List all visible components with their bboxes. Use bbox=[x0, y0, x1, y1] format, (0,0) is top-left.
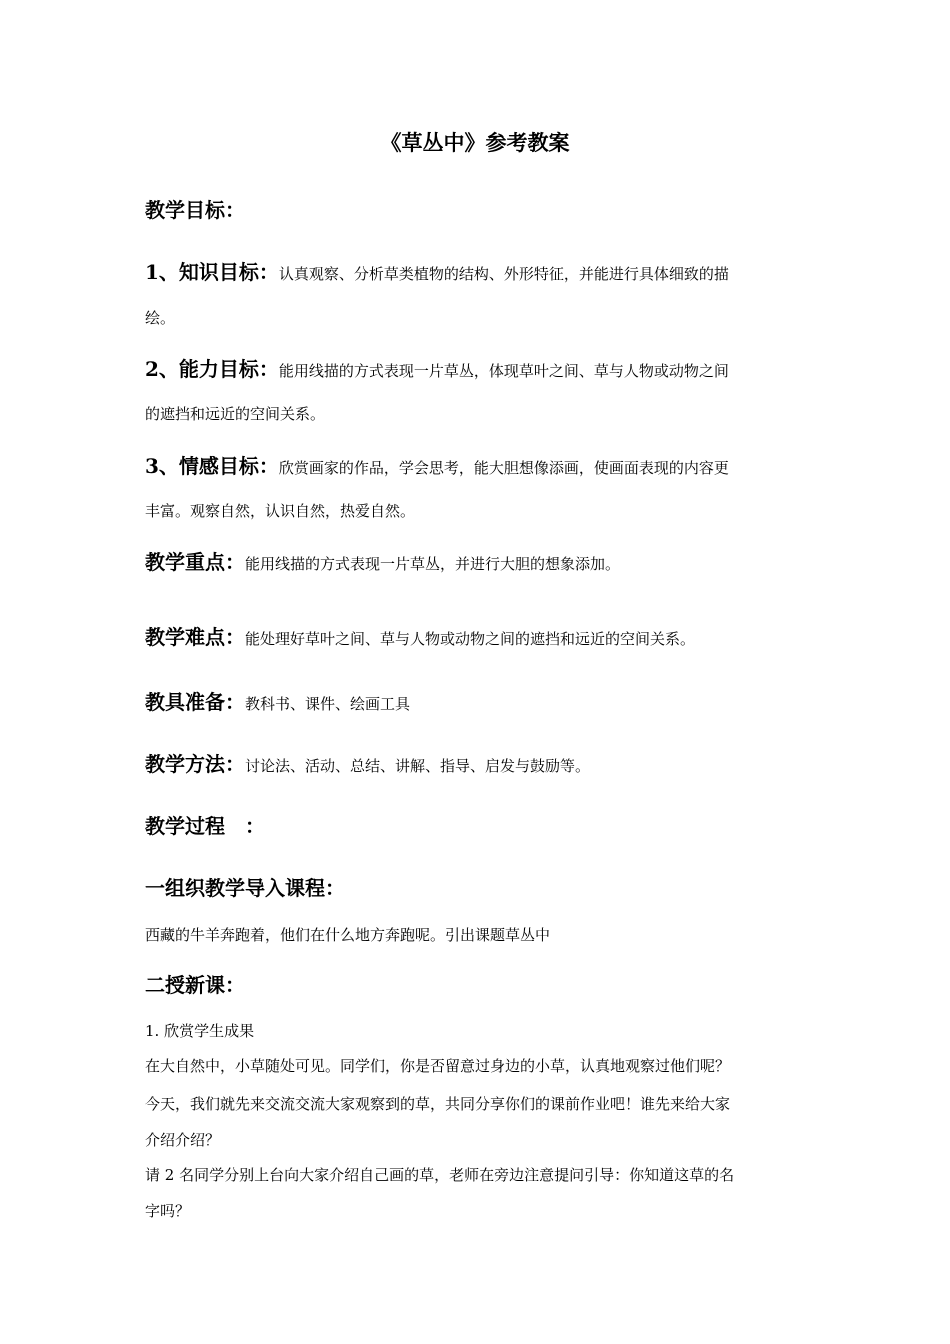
key-point-text: 能用线描的方式表现一片草丛，并进行大胆的想象添加。 bbox=[245, 555, 621, 573]
paragraph-line: 在大自然中，小草随处可见。同学们，你是否留意过身边的小草，认真地观察过他们呢？ bbox=[145, 1057, 731, 1075]
key-point-label: 教学重点： bbox=[145, 550, 245, 574]
process-heading: 教学过程 ： bbox=[145, 814, 265, 838]
paragraph-line: 介绍介绍？ bbox=[145, 1131, 221, 1149]
document-title: 《草丛中》参考教案 bbox=[380, 130, 570, 155]
objective-label: 1、知识目标： bbox=[145, 260, 279, 284]
objective-text: 能用线描的方式表现一片草丛，体现草叶之间、草与人物或动物之间 bbox=[278, 362, 729, 380]
objective-knowledge bbox=[145, 256, 729, 285]
objective-text-continued: 绘。 bbox=[145, 309, 176, 327]
materials bbox=[145, 686, 410, 715]
methods-label: 教学方法： bbox=[145, 752, 245, 776]
methods-text: 讨论法、活动、总结、讲解、指导、启发与鼓励等。 bbox=[245, 757, 591, 775]
materials-label: 教具准备： bbox=[145, 690, 245, 714]
objective-label: 3、情感目标： bbox=[145, 454, 279, 478]
section2-item: 1. 欣赏学生成果 bbox=[145, 1022, 255, 1040]
objective-ability bbox=[145, 353, 729, 382]
key-point bbox=[145, 546, 620, 575]
section1-heading: 一组织教学导入课程： bbox=[145, 876, 345, 900]
objective-label: 2、能力目标： bbox=[145, 357, 279, 381]
objective-text: 欣赏画家的作品，学会思考，能大胆想像添画，使画面表现的内容更 bbox=[278, 459, 729, 477]
difficulty bbox=[145, 621, 695, 650]
paragraph-line: 今天，我们就先来交流交流大家观察到的草，共同分享你们的课前作业吧！谁先来给大家 bbox=[145, 1095, 731, 1113]
section1-text: 西藏的牛羊奔跑着，他们在什么地方奔跑呢。引出课题草丛中 bbox=[145, 926, 551, 944]
methods bbox=[145, 748, 590, 777]
objective-text: 认真观察、分析草类植物的结构、外形特征，并能进行具体细致的描 bbox=[278, 265, 729, 283]
objectives-heading: 教学目标： bbox=[145, 198, 245, 222]
objective-text-continued: 丰富。观察自然，认识自然，热爱自然。 bbox=[145, 502, 416, 520]
difficulty-text: 能处理好草叶之间、草与人物或动物之间的遮挡和远近的空间关系。 bbox=[245, 630, 696, 648]
difficulty-label: 教学难点： bbox=[145, 625, 245, 649]
objective-emotion bbox=[145, 450, 729, 479]
section2-heading: 二授新课： bbox=[145, 973, 245, 997]
objective-text-continued: 的遮挡和远近的空间关系。 bbox=[145, 405, 326, 423]
paragraph-line: 字吗？ bbox=[145, 1202, 191, 1220]
paragraph-line: 请 2 名同学分别上台向大家介绍自己画的草，老师在旁边注意提问引导：你知道这草的名 bbox=[145, 1166, 735, 1184]
materials-text: 教科书、课件、绘画工具 bbox=[245, 695, 411, 713]
